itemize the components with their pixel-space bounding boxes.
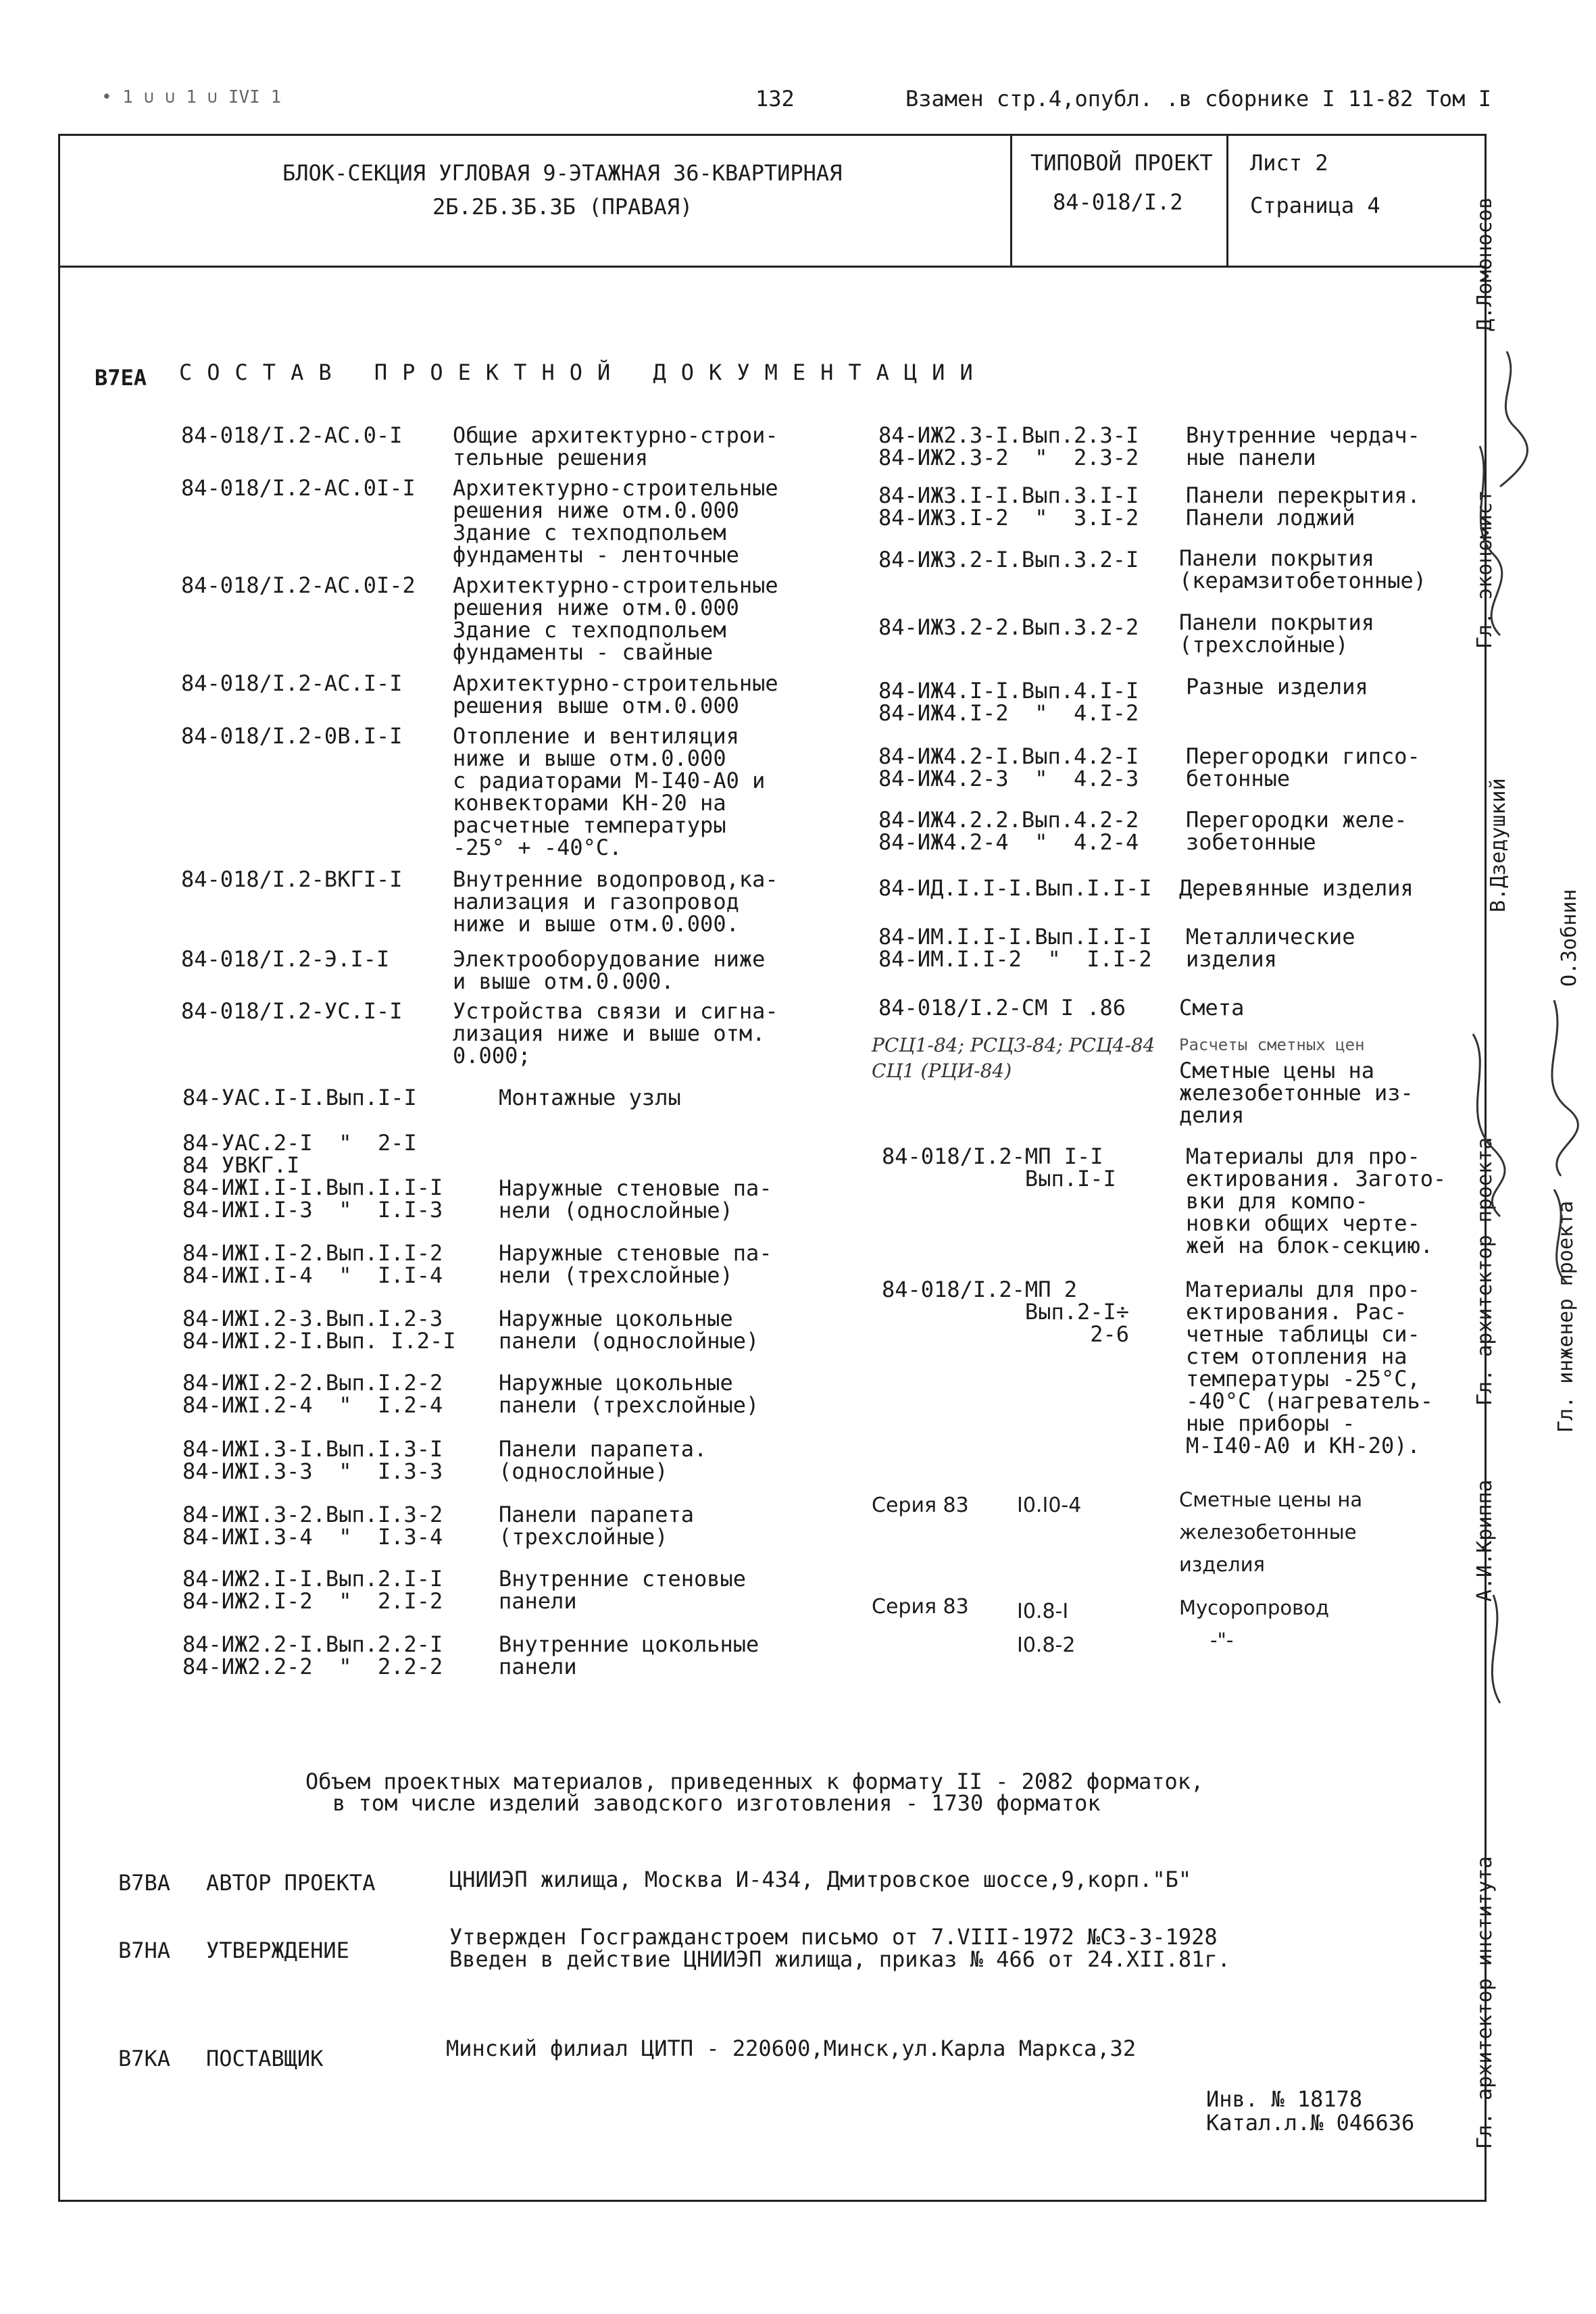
doc-code: 84-018/I.2-УС.I-I [181,998,403,1024]
sheet-number: Лист 2 [1250,150,1328,176]
header-col-divider-1 [1010,134,1012,268]
doc-desc: Панели парапета. (однослойные) [499,1436,707,1484]
doc-desc: Смета [1179,995,1245,1020]
doc-code: 84-018/I.2-Э.I-I [181,946,390,972]
doc-code: 84-ИЖI.2-2.Вып.I.2-2 84-ИЖI.2-4 " I.2-4 [182,1370,443,1418]
doc-code: 84-ИЖ2.I-I.Вып.2.I-I 84-ИЖ2.I-2 " 2.I-2 [182,1566,443,1614]
doc-code: 84-018/I.2-АС.0I-2 [181,572,416,598]
doc-code: 84-ИЖ4.2-I.Вып.4.2-I 84-ИЖ4.2-3 " 4.2-3 [878,743,1139,791]
approval-label: УТВЕРЖДЕНИЕ [206,1938,349,1963]
project-number: 84-018/I.2 [1053,189,1183,215]
doc-code: 84-018/I.2-АС.0-I [181,422,403,448]
author-label: АВТОР ПРОЕКТА [206,1870,376,1896]
series-desc: Сметные цены на железобетонные изделия [1179,1488,1363,1576]
doc-code: 84-ИЖ3.I-I.Вып.3.I-I 84-ИЖ3.I-2 " 3.I-2 [878,483,1139,531]
cut-off-text: • 1 ∪ ∪ 1 ∪ IVI 1 [101,87,282,107]
side-role-arch: Гл. архитектор проекта [1473,1137,1497,1406]
doc-desc: Перегородки желе- зобетонные [1186,807,1407,855]
doc-code: 84-ИД.I.I-I.Вып.I.I-I [878,875,1152,901]
catalog-number: Катал.л.№ 046636 [1206,2110,1415,2136]
section-code: В7ЕА [95,365,147,391]
mp-desc: Материалы для про- ектирования. Рас- четные таблицы си- стем отопления на температуры -25°С, -40°С (нагреватель- ные приборы - М-I40-А0 и КН-20). [1186,1277,1434,1458]
doc-desc: Наружные стеновые па- нели (однослойные) [499,1175,772,1223]
doc-desc: Наружные цокольные панели (трехслойные) [499,1370,759,1418]
author-text: ЦНИИЭП жилища, Москва И-434, Дмитровское шоссе,9,корп."Б" [449,1867,1192,1892]
doc-code: 84-018/I.2-АС.I-I [181,670,403,696]
doc-desc: Деревянные изделия [1179,875,1414,901]
doc-code: 84-ИЖ3.2-2.Вып.3.2-2 [878,614,1139,640]
inventory-number: Инв. № 18178 [1206,2086,1363,2112]
page-label: Страница 4 [1250,193,1380,218]
doc-desc: Архитектурно-строительные решения ниже отм.0.000 Здание с техподпольем фундаменты - ленточные [453,475,778,568]
doc-code: 84-ИЖI.3-2.Вып.I.3-2 84-ИЖI.3-4 " I.3-4 [182,1502,443,1550]
side-name-krippa: А.И.Криппа [1473,1479,1497,1602]
doc-code: 84-ИЖI.2-3.Вып.I.2-3 84-ИЖI.2-I.Вып. I.2-I [182,1306,456,1354]
doc-desc: Внутренние чердач- ные панели [1186,422,1420,470]
supplier-label: ПОСТАВЩИК [206,2046,324,2071]
doc-desc: Архитектурно-строительные решения выше отм.0.000 [453,670,778,718]
doc-desc: Наружные цокольные панели (однослойные) [499,1306,759,1354]
doc-desc: Перегородки гипсо- бетонные [1186,743,1420,791]
doc-desc: Внутренние цокольные панели [499,1631,759,1679]
page-number: 132 [755,86,795,112]
side-role-inst-arch: Гл. архитектор института [1473,1856,1497,2149]
doc-desc: Наружные стеновые па- нели (трехслойные) [499,1240,772,1288]
doc-code: 84-018/I.2-0В.I-I [181,723,403,749]
doc-code: 84-ИЖI.3-I.Вып.I.3-I 84-ИЖI.3-3 " I.3-3 [182,1436,443,1484]
doc-desc: Архитектурно-строительные решения ниже отм.0.000 Здание с техподпольем фундаменты - свайные [453,572,778,665]
doc-desc: Электрооборудование ниже и выше отм.0.000. [453,946,766,994]
header-col-divider-2 [1226,134,1228,268]
volume-line1: Объем проектных материалов, приведенных к формату II - 2082 форматок, [305,1769,1204,1794]
doc-code: 84-ИЖ4.2.2.Вып.4.2-2 84-ИЖ4.2-4 " 4.2-4 [878,807,1139,855]
doc-desc: Панели покрытия (керамзитобетонные) [1179,545,1427,593]
series-label: Серия 83 [872,1595,969,1619]
approval-code: В7НА [118,1938,171,1963]
supplier-code: В7КА [118,2046,171,2071]
doc-code: 84-ИЖ2.2-I.Вып.2.2-I 84-ИЖ2.2-2 " 2.2-2 [182,1631,443,1679]
doc-desc: Панели парапета (трехслойные) [499,1502,694,1550]
side-name-zobnin: О.Зобнин [1557,889,1581,987]
series-desc: Мусоропровод -"- [1179,1596,1330,1652]
doc-title-line2: 2Б.2Б.3Б.3Б (ПРАВАЯ) [432,194,693,220]
doc-code: 84-ИЖ3.2-I.Вып.3.2-I [878,547,1139,572]
project-label: ТИПОВОЙ ПРОЕКТ [1030,150,1213,176]
price-calc-note: Расчеты сметных цен [1179,1035,1365,1054]
mp-code: 84-018/I.2-МП 2 Вып.2-I÷ 2-6 [882,1277,1130,1347]
doc-code: 84-ИМ.I.I-I.Вып.I.I-I 84-ИМ.I.I-2 " I.I-2 [878,924,1152,972]
price-desc: Сметные цены на железобетонные из- делия [1179,1058,1414,1128]
doc-code: 84-018/I.2-ВКГI-I [181,866,403,892]
side-name-economist: Д.Ломоносов [1473,197,1497,331]
section-heading: СОСТАВ ПРОЕКТНОЙ ДОКУМЕНТАЦИИ [179,360,988,385]
approval-text: Утвержден Госгражданстроем письмо от 7.VIII-1972 №С3-3-1928 Введен в действие ЦНИИЭП жилища, приказ № 466 от 24.XII.81г. [449,1924,1230,1972]
side-role-eng: Гл. инженер проекта [1554,1200,1578,1433]
doc-code: 84-УАС.I-I.Вып.I-I [182,1085,417,1110]
doc-desc: Внутренние стеновые панели [499,1566,747,1614]
side-name-dzedush: В.Дзедушкий [1487,778,1510,912]
supplier-text: Минский филиал ЦИТП - 220600,Минск,ул.Карла Маркса,32 [446,2036,1137,2061]
replacement-note: Взамен стр.4,опубл. .в сборнике I 11-82 Том I [905,86,1491,112]
mp-code: 84-018/I.2-МП I-I Вып.I-I [882,1143,1116,1191]
signature-marks [1453,324,1588,2014]
series-label: Серия 83 [872,1494,969,1517]
doc-desc: Панели покрытия (трехслойные) [1179,610,1374,658]
doc-desc: Устройства связи и сигна- лизация ниже и выше отм. 0.000; [453,998,778,1068]
doc-desc: Отопление и вентиляция ниже и выше отм.0.000 с радиаторами М-I40-А0 и конвекторами КН-20 на расчетные температуры -25° + -40°С. [453,723,766,860]
doc-code: 84-ИЖI.I-2.Вып.I.I-2 84-ИЖI.I-4 " I.I-4 [182,1240,443,1288]
price-codes: РСЦ1-84; РСЦ3-84; РСЦ4-84 СЦ1 (РЦИ-84) [872,1034,1155,1082]
side-role-economist: Гл. экономист [1473,490,1497,649]
volume-line2: в том числе изделий заводского изготовления - 1730 форматок [332,1790,1101,1816]
doc-code: 84-УАС.2-I " 2-I 84 УВКГ.I 84-ИЖI.I-I.Вып.I.I-I 84-ИЖI.I-3 " I.I-3 [182,1130,443,1223]
mp-desc: Материалы для про- ектирования. Загото- вки для компо- новки общих черте- жей на блок-секцию. [1186,1143,1447,1258]
series-number: I0.8-I I0.8-2 [1017,1600,1076,1657]
header-divider [58,266,1487,268]
author-code: В7ВА [118,1870,171,1896]
series-number: I0.I0-4 [1017,1494,1082,1517]
doc-desc: Монтажные узлы [499,1085,681,1110]
doc-code: 84-ИЖ2.3-I.Вып.2.3-I 84-ИЖ2.3-2 " 2.3-2 [878,422,1139,470]
doc-desc: Внутренние водопровод,ка- нализация и газопровод ниже и выше отм.0.000. [453,866,778,937]
doc-title-line1: БЛОК-СЕКЦИЯ УГЛОВАЯ 9-ЭТАЖНАЯ 36-КВАРТИРНАЯ [282,160,843,186]
doc-desc: Панели перекрытия. Панели лоджий [1186,483,1420,531]
doc-desc: Разные изделия [1186,674,1368,699]
doc-code: 84-018/I.2-АС.0I-I [181,475,416,501]
doc-desc: Общие архитектурно-строи- тельные решения [453,422,778,470]
doc-code: 84-018/I.2-СМ I .86 [878,995,1126,1020]
doc-code: 84-ИЖ4.I-I.Вып.4.I-I 84-ИЖ4.I-2 " 4.I-2 [878,678,1139,726]
doc-desc: Металлические изделия [1186,924,1355,972]
